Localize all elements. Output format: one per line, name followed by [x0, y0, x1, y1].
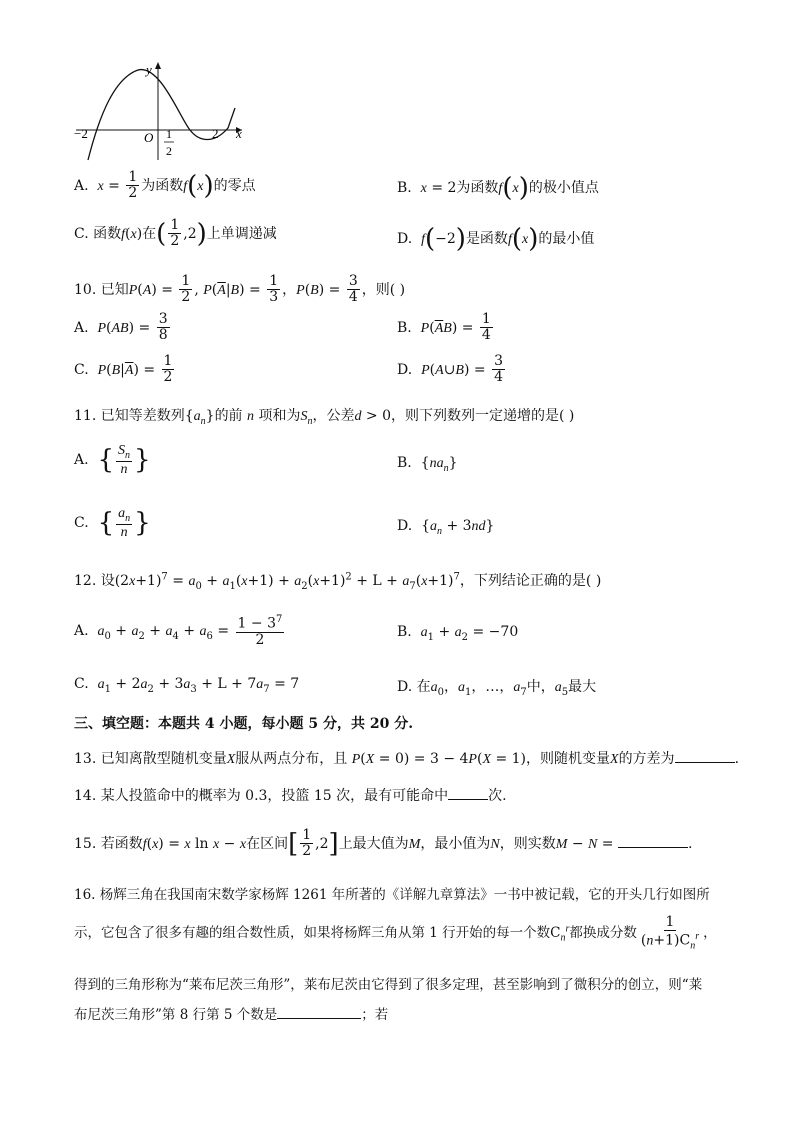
q16-line3: 得到的三角形称为“莱布尼茨三角形”，莱布尼茨由它得到了很多定理，甚至影响到了微积分的创立，则“莱 [74, 977, 703, 993]
q14-stem: 14. 某人投篮命中的概率为 0.3，投篮 15 次，最有可能命中 次. [74, 788, 507, 804]
q9-option-c[interactable]: C. 函数f(x)在( $\frac{1}{2}$ ,2)上单调递减 [74, 217, 277, 250]
q11-option-c[interactable]: C. { $\frac{a_n}{n}$ } [74, 506, 151, 540]
q12-option-a[interactable]: A. $a_0 + a_2 + a_4 + a_6$ = $\frac{1 - 3^7}{2}$ [74, 614, 283, 649]
origin-label: O [144, 130, 154, 145]
q9-option-d[interactable]: D. f(−2)是函数f(x)的最小值 [397, 224, 595, 254]
q16-line1: 16. 杨辉三角在我国南宋数学家杨辉 1261 年所著的《详解九章算法》一书中被记载，它的开头几行如图所 [74, 887, 710, 903]
q15-answer-blank[interactable] [618, 847, 688, 848]
q10-option-d[interactable]: D. P(A∪B) = $\frac{3}{4}$ [397, 353, 503, 386]
function-graph [70, 58, 250, 163]
q10-option-b[interactable]: B. $P(\overline{A}B)$ = $\frac{1}{4}$ [397, 311, 491, 344]
x-axis-label: x [236, 126, 242, 141]
q11-option-a[interactable]: A. { $\frac{S_n}{n}$ } [74, 443, 151, 477]
y-axis-label: y [146, 62, 152, 77]
tick-half-den: 2 [166, 144, 172, 158]
tick-2: 2 [212, 126, 219, 141]
q10-stem: 10. 已知P(A) = $\frac{1}{2}$ , $P(\overline{A}|B)$ = $\frac{1}{3}$ ，P(B) = $\frac{3}{4}$ ，则( ) [74, 273, 406, 306]
q12-option-d[interactable]: D. 在$a_0$，$a_1$，…，$a_7$中，$a_5$最大 [397, 679, 597, 698]
q16-line4: 布尼茨三角形”第 8 行第 5 个数是 ；若 [74, 1007, 389, 1023]
q9-option-b[interactable]: B. x = 2为函数f(x)的极小值点 [397, 173, 599, 203]
q11-option-d[interactable]: D. $\{a_n + 3nd\}$ [397, 518, 495, 537]
q16-answer-blank[interactable] [277, 1018, 361, 1019]
q13-stem: 13. 已知离散型随机变量X服从两点分布，且 P(X = 0) = 3 − 4P(X = 1)，则随机变量X的方差为 . [74, 751, 740, 767]
tick-neg2: −2 [74, 126, 88, 141]
section-heading: 三、填空题：本题共 4 小题，每小题 5 分，共 20 分. [74, 716, 414, 732]
q9-option-a[interactable]: A. x = $\frac{1}{2}$ 为函数f(x)的零点 [74, 169, 256, 202]
q10-option-c[interactable]: C. $P(B|\overline{A})$ = $\frac{1}{2}$ [74, 353, 173, 386]
q12-option-b[interactable]: B. $a_1 + a_2 = -70$ [397, 624, 519, 643]
q14-answer-blank[interactable] [448, 799, 488, 800]
q13-answer-blank[interactable] [675, 762, 735, 763]
tick-half-num: 1 [166, 127, 172, 141]
q16-line2: 示，它包含了很多有趣的组合数性质，如果将杨辉三角从第 1 行开始的每一个数$C_n^r$都换成分数 $\frac{1}{(n+1)C_n^r}$ ， [74, 914, 717, 952]
q10-option-a[interactable]: A. P(AB) = $\frac{3}{8}$ [74, 311, 168, 344]
q15-stem: 15. 若函数f(x) = x ln x − x在区间[ $\frac{1}{2}$ ,2]上最大值为M，最小值为N，则实数M − N = . [74, 827, 693, 860]
q11-stem: 11. 已知等差数列$\{a_n\}$的前 n 项和为$S_n$，公差d > 0，则下列数列一定递增的是( ) [74, 408, 575, 427]
q12-stem: 12. 设$(2x+1)^7 = a_0 + a_1(x+1) + a_2(x+1)^2 + L + a_7(x+1)^7$，下列结论正确的是( ) [74, 571, 602, 592]
q11-option-b[interactable]: B. $\{na_n\}$ [397, 455, 458, 474]
q12-option-c[interactable]: C. $a_1 + 2a_2 + 3a_3 + L + 7a_7 = 7$ [74, 676, 300, 695]
